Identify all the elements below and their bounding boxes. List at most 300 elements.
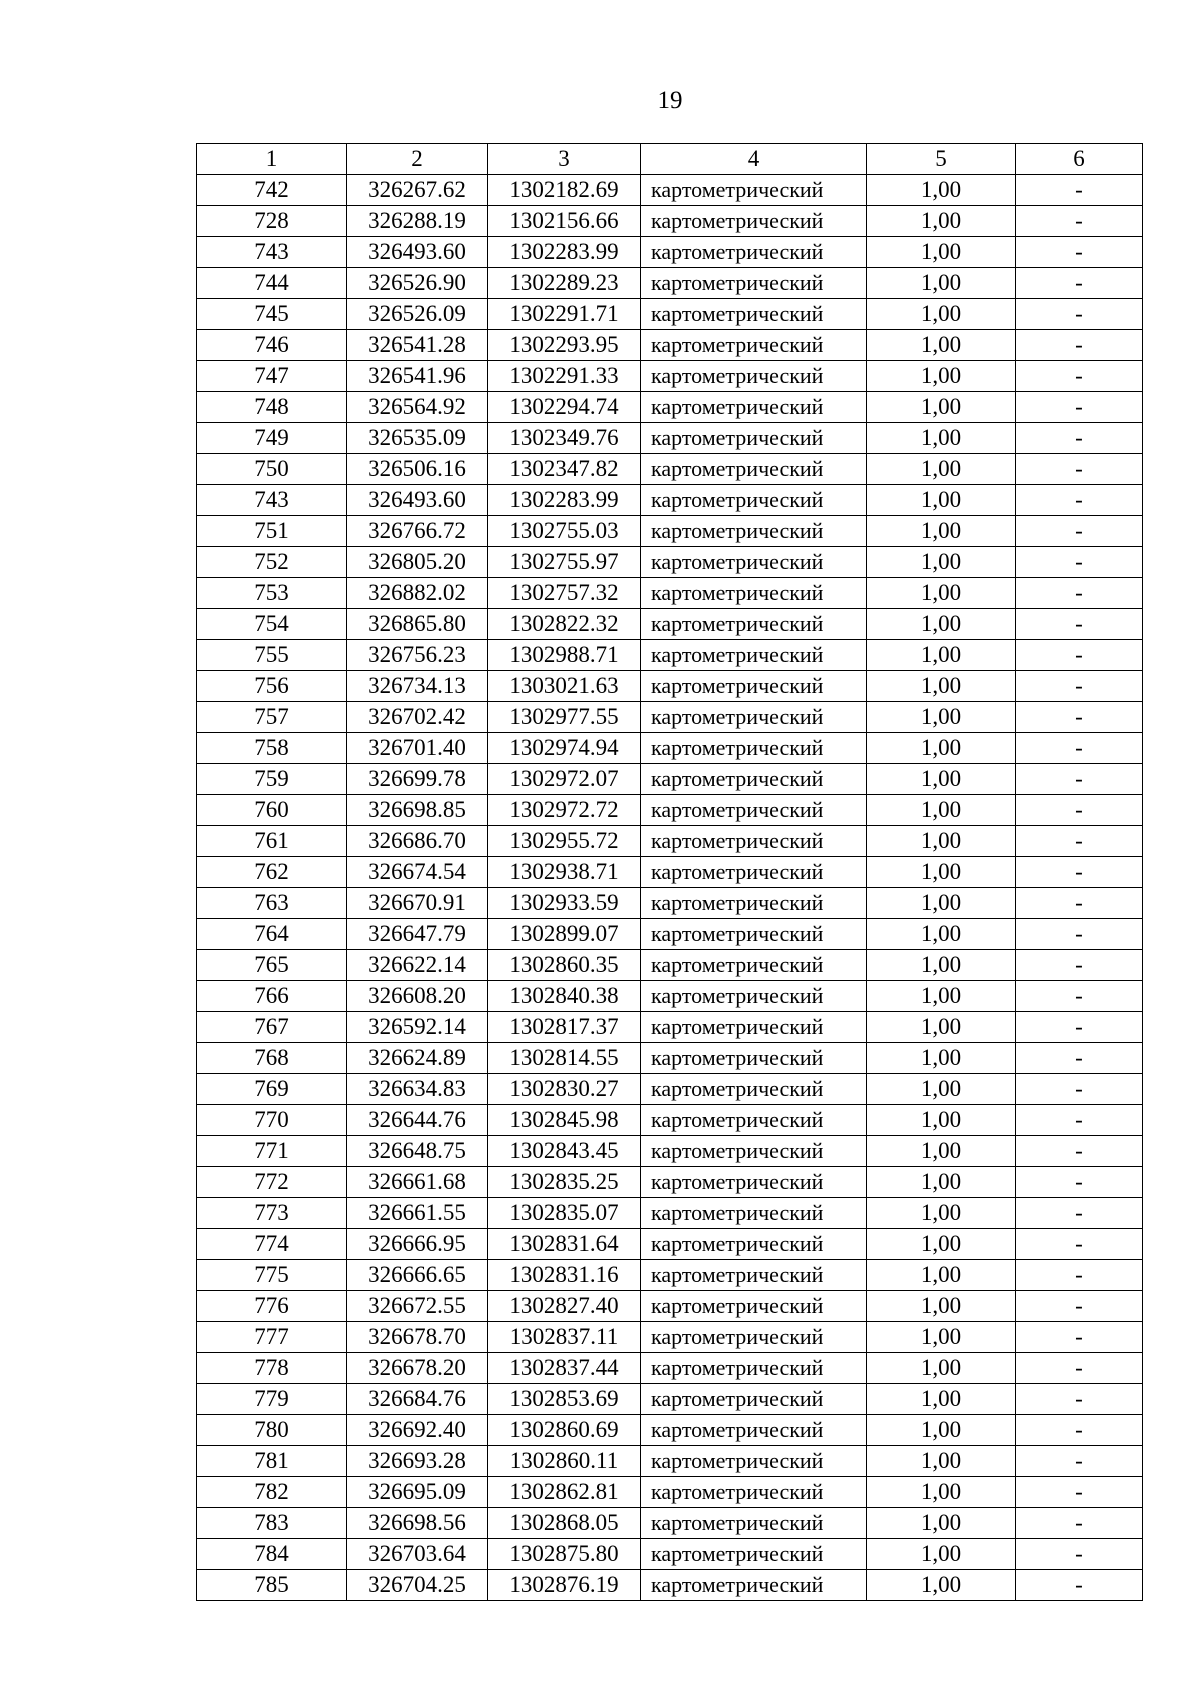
- note-cell: -: [1016, 330, 1143, 361]
- x-coordinate-cell: 326670.91: [347, 888, 488, 919]
- x-coordinate-cell: 326493.60: [347, 237, 488, 268]
- y-coordinate-cell: 1302862.81: [488, 1477, 641, 1508]
- point-number-cell: 775: [197, 1260, 347, 1291]
- method-cell: картометрический: [641, 826, 867, 857]
- accuracy-cell: 1,00: [867, 1291, 1016, 1322]
- x-coordinate-cell: 326644.76: [347, 1105, 488, 1136]
- header-cell: 5: [867, 144, 1016, 175]
- accuracy-cell: 1,00: [867, 671, 1016, 702]
- x-coordinate-cell: 326608.20: [347, 981, 488, 1012]
- header-cell: 4: [641, 144, 867, 175]
- note-cell: -: [1016, 764, 1143, 795]
- note-cell: -: [1016, 206, 1143, 237]
- x-coordinate-cell: 326288.19: [347, 206, 488, 237]
- point-number-cell: 776: [197, 1291, 347, 1322]
- accuracy-cell: 1,00: [867, 1074, 1016, 1105]
- table-row: [197, 578, 1143, 609]
- table-row: [197, 1012, 1143, 1043]
- note-cell: -: [1016, 857, 1143, 888]
- accuracy-cell: 1,00: [867, 1043, 1016, 1074]
- x-coordinate-cell: 326686.70: [347, 826, 488, 857]
- y-coordinate-cell: 1302876.19: [488, 1570, 641, 1601]
- y-coordinate-cell: 1302837.44: [488, 1353, 641, 1384]
- point-number-cell: 784: [197, 1539, 347, 1570]
- table-row: [197, 454, 1143, 485]
- point-number-cell: 747: [197, 361, 347, 392]
- y-coordinate-cell: 1302840.38: [488, 981, 641, 1012]
- point-number-cell: 755: [197, 640, 347, 671]
- x-coordinate-cell: 326701.40: [347, 733, 488, 764]
- x-coordinate-cell: 326693.28: [347, 1446, 488, 1477]
- accuracy-cell: 1,00: [867, 423, 1016, 454]
- method-cell: картометрический: [641, 1260, 867, 1291]
- note-cell: -: [1016, 578, 1143, 609]
- accuracy-cell: 1,00: [867, 237, 1016, 268]
- x-coordinate-cell: 326703.64: [347, 1539, 488, 1570]
- table-row: [197, 1539, 1143, 1570]
- accuracy-cell: 1,00: [867, 640, 1016, 671]
- point-number-cell: 748: [197, 392, 347, 423]
- point-number-cell: 778: [197, 1353, 347, 1384]
- x-coordinate-cell: 326882.02: [347, 578, 488, 609]
- accuracy-cell: 1,00: [867, 206, 1016, 237]
- accuracy-cell: 1,00: [867, 330, 1016, 361]
- method-cell: картометрический: [641, 1167, 867, 1198]
- note-cell: -: [1016, 268, 1143, 299]
- y-coordinate-cell: 1302831.64: [488, 1229, 641, 1260]
- method-cell: картометрический: [641, 702, 867, 733]
- table-row: [197, 857, 1143, 888]
- note-cell: -: [1016, 454, 1143, 485]
- accuracy-cell: 1,00: [867, 888, 1016, 919]
- header-cell: 2: [347, 144, 488, 175]
- table-row: [197, 1508, 1143, 1539]
- x-coordinate-cell: 326267.62: [347, 175, 488, 206]
- accuracy-cell: 1,00: [867, 826, 1016, 857]
- accuracy-cell: 1,00: [867, 857, 1016, 888]
- note-cell: -: [1016, 1291, 1143, 1322]
- point-number-cell: 777: [197, 1322, 347, 1353]
- y-coordinate-cell: 1302291.33: [488, 361, 641, 392]
- method-cell: картометрический: [641, 1043, 867, 1074]
- y-coordinate-cell: 1302843.45: [488, 1136, 641, 1167]
- accuracy-cell: 1,00: [867, 175, 1016, 206]
- point-number-cell: 752: [197, 547, 347, 578]
- y-coordinate-cell: 1302156.66: [488, 206, 641, 237]
- x-coordinate-cell: 326672.55: [347, 1291, 488, 1322]
- y-coordinate-cell: 1302827.40: [488, 1291, 641, 1322]
- note-cell: -: [1016, 485, 1143, 516]
- y-coordinate-cell: 1302294.74: [488, 392, 641, 423]
- method-cell: картометрический: [641, 268, 867, 299]
- method-cell: картометрический: [641, 1539, 867, 1570]
- y-coordinate-cell: 1302755.97: [488, 547, 641, 578]
- method-cell: картометрический: [641, 1353, 867, 1384]
- method-cell: картометрический: [641, 1384, 867, 1415]
- note-cell: -: [1016, 237, 1143, 268]
- point-number-cell: 749: [197, 423, 347, 454]
- point-number-cell: 751: [197, 516, 347, 547]
- accuracy-cell: 1,00: [867, 981, 1016, 1012]
- table-row: [197, 1322, 1143, 1353]
- note-cell: -: [1016, 1508, 1143, 1539]
- y-coordinate-cell: 1302972.72: [488, 795, 641, 826]
- point-number-cell: 728: [197, 206, 347, 237]
- note-cell: -: [1016, 1477, 1143, 1508]
- note-cell: -: [1016, 1539, 1143, 1570]
- accuracy-cell: 1,00: [867, 1570, 1016, 1601]
- accuracy-cell: 1,00: [867, 733, 1016, 764]
- table-row: [197, 330, 1143, 361]
- point-number-cell: 779: [197, 1384, 347, 1415]
- point-number-cell: 761: [197, 826, 347, 857]
- accuracy-cell: 1,00: [867, 609, 1016, 640]
- point-number-cell: 756: [197, 671, 347, 702]
- x-coordinate-cell: 326698.56: [347, 1508, 488, 1539]
- method-cell: картометрический: [641, 795, 867, 826]
- x-coordinate-cell: 326865.80: [347, 609, 488, 640]
- point-number-cell: 750: [197, 454, 347, 485]
- y-coordinate-cell: 1302291.71: [488, 299, 641, 330]
- table-row: [197, 1167, 1143, 1198]
- y-coordinate-cell: 1302831.16: [488, 1260, 641, 1291]
- table-row: [197, 237, 1143, 268]
- y-coordinate-cell: 1302853.69: [488, 1384, 641, 1415]
- x-coordinate-cell: 326678.70: [347, 1322, 488, 1353]
- point-number-cell: 742: [197, 175, 347, 206]
- point-number-cell: 767: [197, 1012, 347, 1043]
- point-number-cell: 753: [197, 578, 347, 609]
- x-coordinate-cell: 326564.92: [347, 392, 488, 423]
- table-row: [197, 1415, 1143, 1446]
- accuracy-cell: 1,00: [867, 578, 1016, 609]
- x-coordinate-cell: 326526.09: [347, 299, 488, 330]
- table-row: [197, 1043, 1143, 1074]
- note-cell: -: [1016, 392, 1143, 423]
- table-body: [197, 144, 1143, 1601]
- point-number-cell: 764: [197, 919, 347, 950]
- x-coordinate-cell: 326666.95: [347, 1229, 488, 1260]
- x-coordinate-cell: 326766.72: [347, 516, 488, 547]
- method-cell: картометрический: [641, 1105, 867, 1136]
- table-row: [197, 175, 1143, 206]
- method-cell: картометрический: [641, 1508, 867, 1539]
- point-number-cell: 783: [197, 1508, 347, 1539]
- table-row: [197, 299, 1143, 330]
- table-row: [197, 1136, 1143, 1167]
- y-coordinate-cell: 1302955.72: [488, 826, 641, 857]
- method-cell: картометрический: [641, 609, 867, 640]
- accuracy-cell: 1,00: [867, 795, 1016, 826]
- accuracy-cell: 1,00: [867, 1167, 1016, 1198]
- method-cell: картометрический: [641, 299, 867, 330]
- point-number-cell: 780: [197, 1415, 347, 1446]
- accuracy-cell: 1,00: [867, 764, 1016, 795]
- table-row: [197, 1105, 1143, 1136]
- y-coordinate-cell: 1302283.99: [488, 237, 641, 268]
- method-cell: картометрический: [641, 330, 867, 361]
- x-coordinate-cell: 326684.76: [347, 1384, 488, 1415]
- y-coordinate-cell: 1302974.94: [488, 733, 641, 764]
- note-cell: -: [1016, 702, 1143, 733]
- method-cell: картометрический: [641, 919, 867, 950]
- table-row: [197, 981, 1143, 1012]
- table-row: [197, 1570, 1143, 1601]
- point-number-cell: 771: [197, 1136, 347, 1167]
- table-row: [197, 1260, 1143, 1291]
- point-number-cell: 743: [197, 237, 347, 268]
- y-coordinate-cell: 1302977.55: [488, 702, 641, 733]
- note-cell: -: [1016, 1043, 1143, 1074]
- note-cell: -: [1016, 919, 1143, 950]
- y-coordinate-cell: 1302835.07: [488, 1198, 641, 1229]
- accuracy-cell: 1,00: [867, 268, 1016, 299]
- accuracy-cell: 1,00: [867, 1012, 1016, 1043]
- note-cell: -: [1016, 1260, 1143, 1291]
- y-coordinate-cell: 1302837.11: [488, 1322, 641, 1353]
- x-coordinate-cell: 326634.83: [347, 1074, 488, 1105]
- note-cell: -: [1016, 1353, 1143, 1384]
- x-coordinate-cell: 326661.55: [347, 1198, 488, 1229]
- header-cell: 1: [197, 144, 347, 175]
- point-number-cell: 769: [197, 1074, 347, 1105]
- y-coordinate-cell: 1302845.98: [488, 1105, 641, 1136]
- table-row: [197, 268, 1143, 299]
- note-cell: -: [1016, 609, 1143, 640]
- y-coordinate-cell: 1302938.71: [488, 857, 641, 888]
- point-number-cell: 757: [197, 702, 347, 733]
- note-cell: -: [1016, 671, 1143, 702]
- x-coordinate-cell: 326541.96: [347, 361, 488, 392]
- accuracy-cell: 1,00: [867, 361, 1016, 392]
- table-row: [197, 826, 1143, 857]
- y-coordinate-cell: 1302835.25: [488, 1167, 641, 1198]
- note-cell: -: [1016, 733, 1143, 764]
- note-cell: -: [1016, 1415, 1143, 1446]
- x-coordinate-cell: 326661.68: [347, 1167, 488, 1198]
- x-coordinate-cell: 326526.90: [347, 268, 488, 299]
- method-cell: картометрический: [641, 1136, 867, 1167]
- note-cell: -: [1016, 361, 1143, 392]
- method-cell: картометрический: [641, 1477, 867, 1508]
- method-cell: картометрический: [641, 1570, 867, 1601]
- accuracy-cell: 1,00: [867, 485, 1016, 516]
- y-coordinate-cell: 1302289.23: [488, 268, 641, 299]
- accuracy-cell: 1,00: [867, 1539, 1016, 1570]
- point-number-cell: 781: [197, 1446, 347, 1477]
- x-coordinate-cell: 326704.25: [347, 1570, 488, 1601]
- table-row: [197, 702, 1143, 733]
- y-coordinate-cell: 1302868.05: [488, 1508, 641, 1539]
- method-cell: картометрический: [641, 1012, 867, 1043]
- note-cell: -: [1016, 1074, 1143, 1105]
- x-coordinate-cell: 326647.79: [347, 919, 488, 950]
- y-coordinate-cell: 1302830.27: [488, 1074, 641, 1105]
- y-coordinate-cell: 1302899.07: [488, 919, 641, 950]
- x-coordinate-cell: 326592.14: [347, 1012, 488, 1043]
- method-cell: картометрический: [641, 950, 867, 981]
- table-row: [197, 485, 1143, 516]
- table-row: [197, 919, 1143, 950]
- method-cell: картометрический: [641, 578, 867, 609]
- point-number-cell: 754: [197, 609, 347, 640]
- y-coordinate-cell: 1302182.69: [488, 175, 641, 206]
- point-number-cell: 743: [197, 485, 347, 516]
- x-coordinate-cell: 326699.78: [347, 764, 488, 795]
- note-cell: -: [1016, 1105, 1143, 1136]
- accuracy-cell: 1,00: [867, 1105, 1016, 1136]
- x-coordinate-cell: 326695.09: [347, 1477, 488, 1508]
- table-row: [197, 547, 1143, 578]
- x-coordinate-cell: 326541.28: [347, 330, 488, 361]
- point-number-cell: 760: [197, 795, 347, 826]
- table-row: [197, 1384, 1143, 1415]
- y-coordinate-cell: 1302933.59: [488, 888, 641, 919]
- point-number-cell: 773: [197, 1198, 347, 1229]
- x-coordinate-cell: 326674.54: [347, 857, 488, 888]
- table-row: [197, 1291, 1143, 1322]
- x-coordinate-cell: 326702.42: [347, 702, 488, 733]
- accuracy-cell: 1,00: [867, 1508, 1016, 1539]
- y-coordinate-cell: 1302817.37: [488, 1012, 641, 1043]
- note-cell: -: [1016, 1446, 1143, 1477]
- x-coordinate-cell: 326622.14: [347, 950, 488, 981]
- point-number-cell: 759: [197, 764, 347, 795]
- method-cell: картометрический: [641, 423, 867, 454]
- x-coordinate-cell: 326493.60: [347, 485, 488, 516]
- point-number-cell: 785: [197, 1570, 347, 1601]
- accuracy-cell: 1,00: [867, 1198, 1016, 1229]
- table-row: [197, 1353, 1143, 1384]
- x-coordinate-cell: 326698.85: [347, 795, 488, 826]
- point-number-cell: 768: [197, 1043, 347, 1074]
- point-number-cell: 772: [197, 1167, 347, 1198]
- method-cell: картометрический: [641, 1074, 867, 1105]
- note-cell: -: [1016, 516, 1143, 547]
- note-cell: -: [1016, 640, 1143, 671]
- y-coordinate-cell: 1302814.55: [488, 1043, 641, 1074]
- header-row: [197, 144, 1143, 175]
- accuracy-cell: 1,00: [867, 454, 1016, 485]
- accuracy-cell: 1,00: [867, 547, 1016, 578]
- note-cell: -: [1016, 1136, 1143, 1167]
- method-cell: картометрический: [641, 454, 867, 485]
- y-coordinate-cell: 1302349.76: [488, 423, 641, 454]
- note-cell: -: [1016, 1322, 1143, 1353]
- x-coordinate-cell: 326734.13: [347, 671, 488, 702]
- accuracy-cell: 1,00: [867, 1446, 1016, 1477]
- method-cell: картометрический: [641, 888, 867, 919]
- method-cell: картометрический: [641, 1198, 867, 1229]
- table-row: [197, 1074, 1143, 1105]
- x-coordinate-cell: 326805.20: [347, 547, 488, 578]
- accuracy-cell: 1,00: [867, 1260, 1016, 1291]
- method-cell: картометрический: [641, 1322, 867, 1353]
- y-coordinate-cell: 1302972.07: [488, 764, 641, 795]
- x-coordinate-cell: 326648.75: [347, 1136, 488, 1167]
- method-cell: картометрический: [641, 733, 867, 764]
- table-row: [197, 950, 1143, 981]
- table-row: [197, 423, 1143, 454]
- accuracy-cell: 1,00: [867, 1384, 1016, 1415]
- note-cell: -: [1016, 1384, 1143, 1415]
- x-coordinate-cell: 326692.40: [347, 1415, 488, 1446]
- point-number-cell: 766: [197, 981, 347, 1012]
- accuracy-cell: 1,00: [867, 1229, 1016, 1260]
- table-row: [197, 516, 1143, 547]
- table-row: [197, 733, 1143, 764]
- method-cell: картометрический: [641, 516, 867, 547]
- note-cell: -: [1016, 547, 1143, 578]
- table-row: [197, 888, 1143, 919]
- note-cell: -: [1016, 981, 1143, 1012]
- method-cell: картометрический: [641, 392, 867, 423]
- accuracy-cell: 1,00: [867, 1353, 1016, 1384]
- method-cell: картометрический: [641, 1291, 867, 1322]
- accuracy-cell: 1,00: [867, 1136, 1016, 1167]
- note-cell: -: [1016, 423, 1143, 454]
- method-cell: картометрический: [641, 206, 867, 237]
- table-row: [197, 1477, 1143, 1508]
- note-cell: -: [1016, 1167, 1143, 1198]
- y-coordinate-cell: 1302347.82: [488, 454, 641, 485]
- point-number-cell: 744: [197, 268, 347, 299]
- accuracy-cell: 1,00: [867, 1415, 1016, 1446]
- y-coordinate-cell: 1302283.99: [488, 485, 641, 516]
- point-number-cell: 765: [197, 950, 347, 981]
- y-coordinate-cell: 1302860.11: [488, 1446, 641, 1477]
- y-coordinate-cell: 1302293.95: [488, 330, 641, 361]
- point-number-cell: 762: [197, 857, 347, 888]
- table-row: [197, 1198, 1143, 1229]
- note-cell: -: [1016, 1229, 1143, 1260]
- y-coordinate-cell: 1303021.63: [488, 671, 641, 702]
- y-coordinate-cell: 1302875.80: [488, 1539, 641, 1570]
- accuracy-cell: 1,00: [867, 950, 1016, 981]
- note-cell: -: [1016, 888, 1143, 919]
- header-cell: 6: [1016, 144, 1143, 175]
- accuracy-cell: 1,00: [867, 1477, 1016, 1508]
- y-coordinate-cell: 1302988.71: [488, 640, 641, 671]
- method-cell: картометрический: [641, 640, 867, 671]
- note-cell: -: [1016, 1570, 1143, 1601]
- accuracy-cell: 1,00: [867, 392, 1016, 423]
- table-row: [197, 764, 1143, 795]
- y-coordinate-cell: 1302822.32: [488, 609, 641, 640]
- table-row: [197, 206, 1143, 237]
- method-cell: картометрический: [641, 981, 867, 1012]
- method-cell: картометрический: [641, 764, 867, 795]
- point-number-cell: 782: [197, 1477, 347, 1508]
- accuracy-cell: 1,00: [867, 702, 1016, 733]
- x-coordinate-cell: 326535.09: [347, 423, 488, 454]
- point-number-cell: 745: [197, 299, 347, 330]
- table-row: [197, 361, 1143, 392]
- x-coordinate-cell: 326678.20: [347, 1353, 488, 1384]
- method-cell: картометрический: [641, 1446, 867, 1477]
- table-row: [197, 640, 1143, 671]
- note-cell: -: [1016, 299, 1143, 330]
- note-cell: -: [1016, 1012, 1143, 1043]
- x-coordinate-cell: 326506.16: [347, 454, 488, 485]
- method-cell: картометрический: [641, 1415, 867, 1446]
- table-row: [197, 609, 1143, 640]
- note-cell: -: [1016, 175, 1143, 206]
- method-cell: картометрический: [641, 547, 867, 578]
- table-row: [197, 392, 1143, 423]
- x-coordinate-cell: 326756.23: [347, 640, 488, 671]
- method-cell: картометрический: [641, 175, 867, 206]
